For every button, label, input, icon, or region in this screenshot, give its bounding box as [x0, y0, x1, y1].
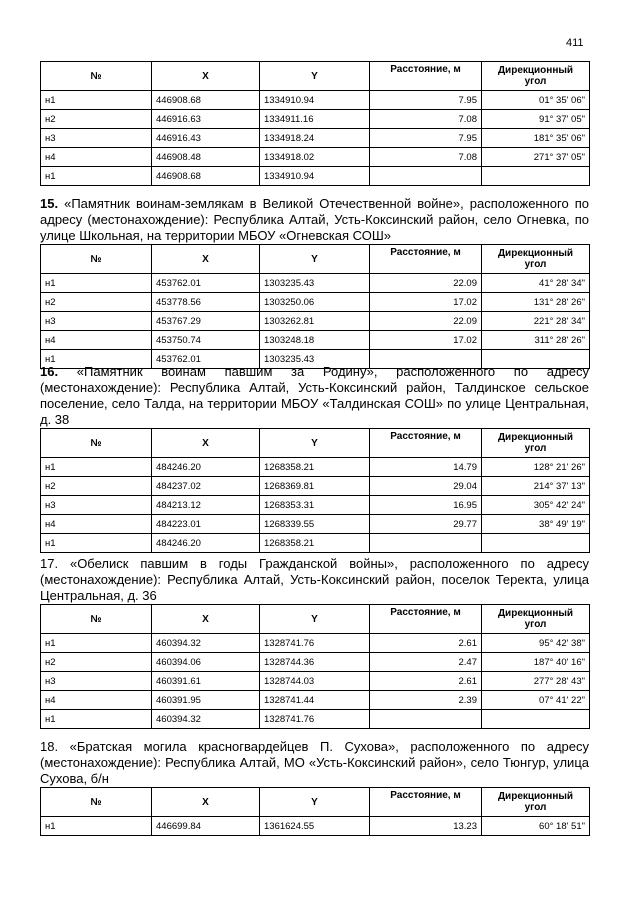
- cell-point: н3: [41, 496, 152, 515]
- cell-point: н1: [41, 91, 152, 110]
- cell-x: 460391.95: [152, 691, 260, 710]
- cell-point: н1: [41, 274, 152, 293]
- section-text: «Братская могила красногвардейцев П. Сухова», расположенного по адресу (местонахождение): Республика Алтай, МО «Усть-Коксинский район», село Тюнгур, улица Сухова, б/н: [40, 739, 589, 786]
- cell-angle: 271° 37' 05": [482, 148, 590, 167]
- table-row: [41, 653, 590, 672]
- cell-x: 453750.74: [152, 331, 260, 350]
- cell-angle: 91° 37' 05": [482, 110, 590, 129]
- cell-point: н1: [41, 634, 152, 653]
- table-row: [41, 458, 590, 477]
- cell-point: н4: [41, 148, 152, 167]
- section-description: [40, 196, 589, 244]
- cell-angle: 221° 28' 34": [482, 312, 590, 331]
- cell-y: 1334918.24: [260, 129, 370, 148]
- table-row: [41, 672, 590, 691]
- cell-distance: 7.95: [370, 91, 482, 110]
- coordinates-table: [40, 428, 590, 553]
- cell-y: 1268353.31: [260, 496, 370, 515]
- col-header-distance: Расстояние, м: [370, 788, 482, 817]
- table-row: [41, 91, 590, 110]
- table-row: [41, 129, 590, 148]
- cell-x: 446908.48: [152, 148, 260, 167]
- cell-x: 453767.29: [152, 312, 260, 331]
- section-description: [40, 739, 589, 787]
- table-row: [41, 274, 590, 293]
- cell-distance: [370, 710, 482, 729]
- col-header-number: №: [41, 245, 152, 274]
- cell-x: 446908.68: [152, 167, 260, 186]
- cell-angle: 277° 28' 43": [482, 672, 590, 691]
- cell-distance: 2.61: [370, 634, 482, 653]
- cell-y: 1303250.06: [260, 293, 370, 312]
- section-number: 15.: [40, 196, 59, 211]
- cell-distance: 14.79: [370, 458, 482, 477]
- cell-point: н1: [41, 817, 152, 836]
- cell-point: н2: [41, 293, 152, 312]
- section-number: 16.: [40, 364, 59, 379]
- col-header-distance: Расстояние, м: [370, 245, 482, 274]
- cell-x: 460394.32: [152, 634, 260, 653]
- cell-point: н4: [41, 331, 152, 350]
- cell-x: 446908.68: [152, 91, 260, 110]
- cell-y: 1268358.21: [260, 458, 370, 477]
- cell-point: н1: [41, 350, 152, 369]
- cell-angle: 214° 37' 13": [482, 477, 590, 496]
- cell-point: н1: [41, 710, 152, 729]
- cell-point: н2: [41, 653, 152, 672]
- cell-angle: [482, 534, 590, 553]
- col-header-number: №: [41, 605, 152, 634]
- cell-distance: 2.47: [370, 653, 482, 672]
- section-description: [40, 364, 589, 428]
- cell-distance: 22.09: [370, 312, 482, 331]
- col-header-distance: Расстояние, м: [370, 605, 482, 634]
- section-text: «Памятник воинам павшим за Родину», расположенного по адресу (местонахождение): Республика Алтай, Усть-Коксинский район, Талдинское сельское поселение, село Талда, на территории МБОУ «Талдинская СОШ» по улице Центральная, д. 38: [40, 364, 589, 427]
- cell-angle: 01° 35' 06": [482, 91, 590, 110]
- cell-point: н1: [41, 458, 152, 477]
- cell-x: 453778.56: [152, 293, 260, 312]
- table-row: [41, 515, 590, 534]
- cell-x: 484223.01: [152, 515, 260, 534]
- cell-angle: 41° 28' 34": [482, 274, 590, 293]
- col-header-number: №: [41, 429, 152, 458]
- col-header-y: Y: [260, 62, 370, 91]
- cell-x: 460394.32: [152, 710, 260, 729]
- cell-x: 453762.01: [152, 274, 260, 293]
- table-row: [41, 496, 590, 515]
- cell-distance: 17.02: [370, 331, 482, 350]
- cell-distance: 7.08: [370, 148, 482, 167]
- section-number: 18.: [40, 739, 59, 754]
- coordinates-table: [40, 604, 590, 729]
- cell-point: н2: [41, 477, 152, 496]
- cell-y: 1334910.94: [260, 167, 370, 186]
- section-number: 17.: [40, 556, 59, 571]
- cell-x: 484237.02: [152, 477, 260, 496]
- col-header-y: Y: [260, 245, 370, 274]
- cell-angle: 311° 28' 26": [482, 331, 590, 350]
- col-header-distance: Расстояние, м: [370, 62, 482, 91]
- col-header-angle: Дирекционный угол: [482, 605, 590, 634]
- cell-y: 1268339.55: [260, 515, 370, 534]
- table-row: [41, 293, 590, 312]
- table-row: [41, 167, 590, 186]
- cell-y: 1328741.44: [260, 691, 370, 710]
- table-row: [41, 477, 590, 496]
- section-15: [40, 196, 589, 369]
- cell-y: 1268358.21: [260, 534, 370, 553]
- table-row: [41, 691, 590, 710]
- col-header-y: Y: [260, 788, 370, 817]
- table-row: [41, 534, 590, 553]
- col-header-x: X: [152, 429, 260, 458]
- cell-angle: 131° 28' 26": [482, 293, 590, 312]
- cell-y: 1328741.76: [260, 634, 370, 653]
- col-header-angle: Дирекционный угол: [482, 788, 590, 817]
- cell-distance: 17.02: [370, 293, 482, 312]
- col-header-x: X: [152, 605, 260, 634]
- section-16: [40, 364, 589, 553]
- coordinates-table: [40, 244, 590, 369]
- col-header-angle: Дирекционный угол: [482, 245, 590, 274]
- cell-y: 1334910.94: [260, 91, 370, 110]
- cell-distance: 2.61: [370, 672, 482, 691]
- cell-angle: [482, 710, 590, 729]
- cell-angle: 128° 21' 26": [482, 458, 590, 477]
- cell-y: 1328744.03: [260, 672, 370, 691]
- section-17: [40, 556, 589, 729]
- cell-point: н2: [41, 110, 152, 129]
- col-header-x: X: [152, 62, 260, 91]
- cell-angle: 305° 42' 24": [482, 496, 590, 515]
- cell-distance: 29.04: [370, 477, 482, 496]
- table-row: [41, 710, 590, 729]
- cell-x: 453762.01: [152, 350, 260, 369]
- cell-point: н4: [41, 691, 152, 710]
- cell-distance: 13.23: [370, 817, 482, 836]
- cell-angle: [482, 167, 590, 186]
- cell-distance: 7.08: [370, 110, 482, 129]
- cell-x: 460391.61: [152, 672, 260, 691]
- table-row: [41, 312, 590, 331]
- cell-distance: 2.39: [370, 691, 482, 710]
- cell-distance: 16.95: [370, 496, 482, 515]
- cell-y: 1328744.36: [260, 653, 370, 672]
- section-18: [40, 739, 589, 836]
- cell-y: 1361624.55: [260, 817, 370, 836]
- col-header-distance: Расстояние, м: [370, 429, 482, 458]
- cell-x: 484213.12: [152, 496, 260, 515]
- cell-x: 446916.43: [152, 129, 260, 148]
- col-header-y: Y: [260, 605, 370, 634]
- cell-x: 460394.06: [152, 653, 260, 672]
- cell-distance: 22.09: [370, 274, 482, 293]
- cell-x: 446699.84: [152, 817, 260, 836]
- cell-point: н3: [41, 672, 152, 691]
- cell-point: н3: [41, 312, 152, 331]
- col-header-angle: Дирекционный угол: [482, 429, 590, 458]
- cell-distance: [370, 167, 482, 186]
- cell-distance: 29.77: [370, 515, 482, 534]
- col-header-angle: Дирекционный угол: [482, 62, 590, 91]
- page-number: 411: [566, 37, 584, 49]
- col-header-number: №: [41, 62, 152, 91]
- table-row: [41, 110, 590, 129]
- coordinates-table: [40, 61, 590, 186]
- cell-angle: 187° 40' 16": [482, 653, 590, 672]
- section-description: [40, 556, 589, 604]
- col-header-x: X: [152, 788, 260, 817]
- cell-angle: 60° 18' 51": [482, 817, 590, 836]
- cell-point: н4: [41, 515, 152, 534]
- cell-point: н1: [41, 167, 152, 186]
- table-row: [41, 331, 590, 350]
- cell-x: 484246.20: [152, 458, 260, 477]
- cell-point: н1: [41, 534, 152, 553]
- table-row: [41, 634, 590, 653]
- cell-angle: 38° 49' 19": [482, 515, 590, 534]
- cell-distance: 7.95: [370, 129, 482, 148]
- cell-angle: 95° 42' 38": [482, 634, 590, 653]
- cell-y: 1268369.81: [260, 477, 370, 496]
- col-header-number: №: [41, 788, 152, 817]
- cell-y: 1328741.76: [260, 710, 370, 729]
- cell-distance: [370, 534, 482, 553]
- coordinates-table: [40, 787, 590, 836]
- cell-x: 484246.20: [152, 534, 260, 553]
- cell-y: 1303262.81: [260, 312, 370, 331]
- cell-y: 1303248.18: [260, 331, 370, 350]
- section-0: [40, 61, 589, 186]
- section-text: «Обелиск павшим в годы Гражданской войны», расположенного по адресу (местонахождение): Республика Алтай, Усть-Коксинский район, поселок Теректа, улица Центральная, д. 36: [40, 556, 589, 603]
- col-header-y: Y: [260, 429, 370, 458]
- cell-point: н3: [41, 129, 152, 148]
- section-text: «Памятник воинам-землякам в Великой Отечественной войне», расположенного по адресу (местонахождение): Республика Алтай, Усть-Коксинский район, село Огневка, по улице Школьная, на территории МБОУ «Огневская СОШ»: [40, 196, 589, 243]
- cell-y: 1334911.16: [260, 110, 370, 129]
- cell-y: 1334918.02: [260, 148, 370, 167]
- cell-y: 1303235.43: [260, 274, 370, 293]
- table-row: [41, 817, 590, 836]
- cell-angle: 181° 35' 06": [482, 129, 590, 148]
- cell-y: 1303235.43: [260, 350, 370, 369]
- cell-angle: 07° 41' 22": [482, 691, 590, 710]
- cell-x: 446916.63: [152, 110, 260, 129]
- table-row: [41, 148, 590, 167]
- col-header-x: X: [152, 245, 260, 274]
